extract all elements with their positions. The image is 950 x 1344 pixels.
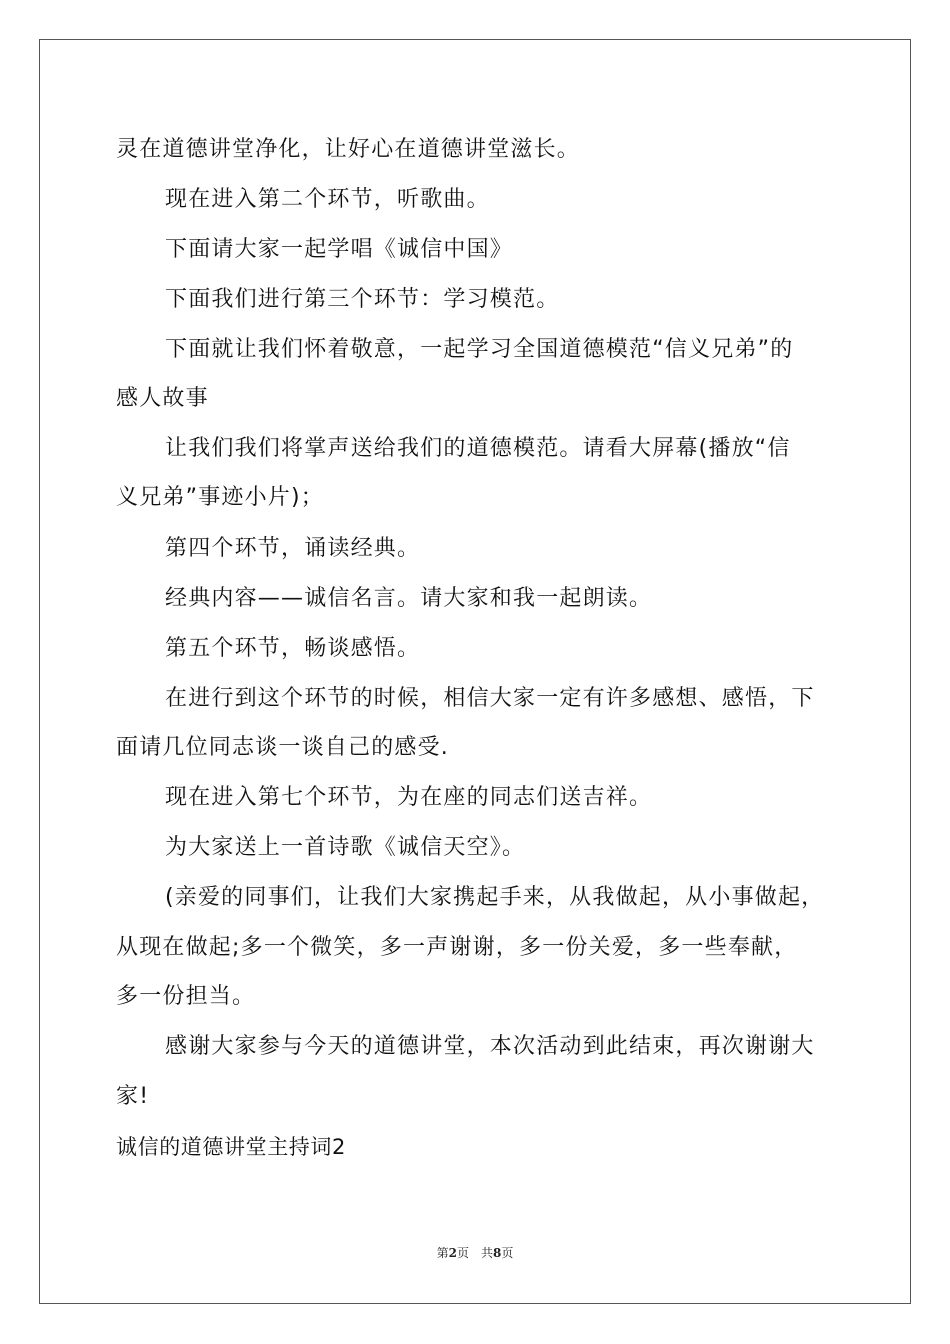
paragraph-line: 面请几位同志谈一谈自己的感受. — [116, 735, 449, 760]
footer-page-total: 8 — [493, 1246, 502, 1260]
footer-page-current: 2 — [448, 1246, 457, 1260]
paragraph-line: 现在进入第七个环节，为在座的同志们送吉祥。 — [165, 785, 653, 810]
paragraph-line: (亲爱的同事们，让我们大家携起手来，从我做起，从小事做起， — [165, 885, 825, 910]
paragraph-line: 让我们我们将掌声送给我们的道德模范。请看大屏幕(播放“信 — [165, 436, 791, 461]
paragraph-line: 下面请大家一起学唱《诚信中国》 — [165, 237, 514, 262]
paragraph-line: 感谢大家参与今天的道德讲堂，本次活动到此结束，再次谢谢大 — [165, 1034, 815, 1059]
paragraph-line: 义兄弟”事迹小片)； — [116, 485, 324, 510]
footer-page-mid: 页 共 — [456, 1246, 493, 1260]
page-footer — [0, 1245, 950, 1261]
footer-page-suffix: 页 — [501, 1246, 514, 1260]
footer-page-prefix: 第 — [436, 1246, 449, 1260]
paragraph-line: 从现在做起;多一个微笑，多一声谢谢，多一份关爱，多一些奉献， — [116, 935, 798, 960]
paragraph-line: 第四个环节，诵读经典。 — [165, 536, 421, 561]
paragraph-line: 第五个环节，畅谈感悟。 — [165, 636, 421, 661]
paragraph-line: 下面我们进行第三个环节：学习模范。 — [165, 287, 560, 312]
paragraph-line: 多一份担当。 — [116, 984, 256, 1009]
page-border — [39, 39, 911, 1304]
paragraph-line: 在进行到这个环节的时候，相信大家一定有许多感想、感悟，下 — [165, 686, 815, 711]
paragraph-line: 下面就让我们怀着敬意，一起学习全国道德模范“信义兄弟”的 — [165, 337, 794, 362]
section-heading: 诚信的道德讲堂主持词2 — [116, 1135, 346, 1159]
paragraph-line: 现在进入第二个环节，听歌曲。 — [165, 187, 490, 212]
paragraph-line: 感人故事 — [116, 386, 209, 411]
paragraph-line: 家! — [116, 1084, 150, 1109]
paragraph-line: 为大家送上一首诗歌《诚信天空》。 — [165, 835, 526, 860]
paragraph-line: 经典内容——诚信名言。请大家和我一起朗读。 — [165, 586, 653, 611]
paragraph-line: 灵在道德讲堂净化，让好心在道德讲堂滋长。 — [116, 137, 581, 162]
